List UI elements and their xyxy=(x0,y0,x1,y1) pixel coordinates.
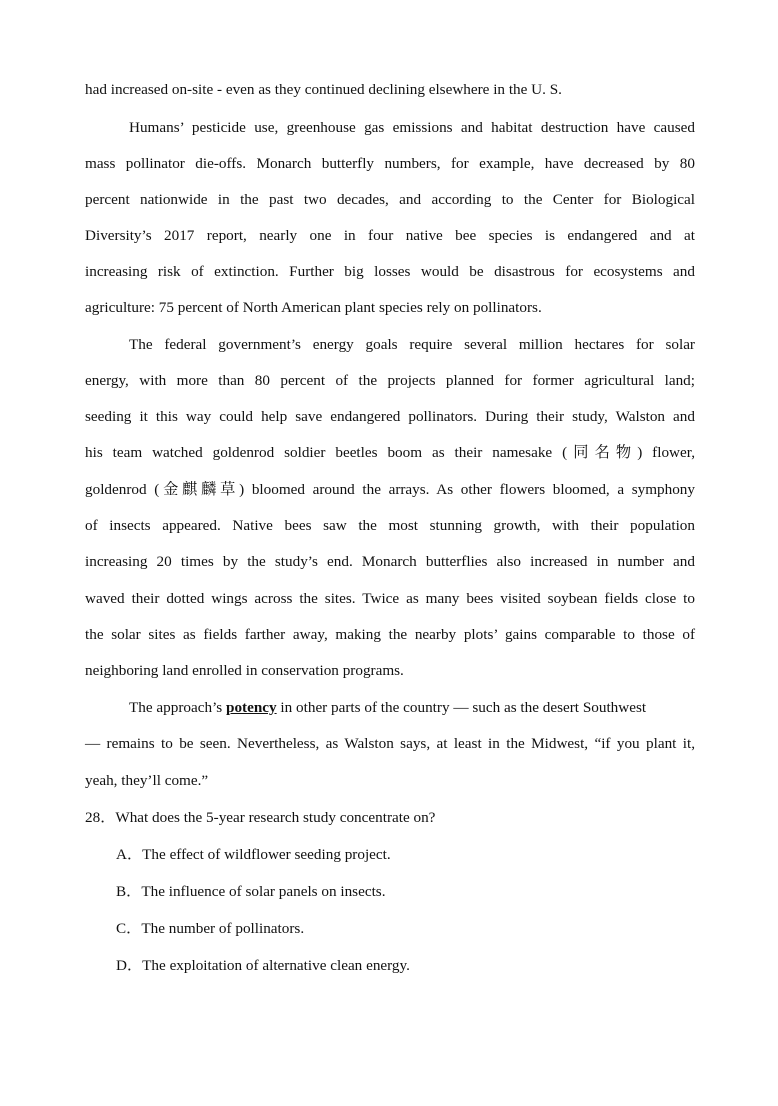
paragraph-start: The federal government’s energy goals require several million hectares for solar xyxy=(129,336,695,353)
passage-line: seeding it this way could help save endangered pollinators. During their study, Walston and xyxy=(85,408,695,425)
underlined-word-potency: potency xyxy=(226,699,277,716)
paragraph-start xyxy=(129,698,695,718)
passage-text: in other parts of the country — such as the desert Southwest xyxy=(276,699,647,716)
passage-line: of insects appeared. Native bees saw the most stunning growth, with their population xyxy=(85,517,695,534)
passage-line: energy, with more than 80 percent of the projects planned for former agricultural land; xyxy=(85,372,695,389)
passage-line: increasing 20 times by the study’s end. Monarch butterflies also increased in number and xyxy=(85,553,695,570)
option-a: A．The effect of wildflower seeding project. xyxy=(116,846,391,863)
passage-line: agriculture: 75 percent of North American plant species rely on pollinators. xyxy=(85,299,542,316)
question-stem: 28．What does the 5-year research study concentrate on? xyxy=(85,809,436,826)
passage-line: percent nationwide in the past two decades, and according to the Center for Biological xyxy=(85,191,695,208)
passage-line: neighboring land enrolled in conservation programs. xyxy=(85,662,404,679)
passage-line: mass pollinator die-offs. Monarch butterfly numbers, for example, have decreased by 80 xyxy=(85,155,695,172)
passage-line: had increased on-site - even as they continued declining elsewhere in the U. S. xyxy=(85,81,562,98)
passage-text: The approach’s xyxy=(129,699,226,716)
passage-line: goldenrod (金麒麟草) bloomed around the arrays. As other flowers bloomed, a symphony xyxy=(85,481,695,498)
passage-line: waved their dotted wings across the sites. Twice as many bees visited soybean fields close to xyxy=(85,590,695,607)
passage-line: the solar sites as fields farther away, making the nearby plots’ gains comparable to those of xyxy=(85,626,695,643)
option-d: D．The exploitation of alternative clean energy. xyxy=(116,957,410,974)
passage-line: yeah, they’ll come.” xyxy=(85,772,209,789)
passage-line: — remains to be seen. Nevertheless, as Walston says, at least in the Midwest, “if you plant it, xyxy=(85,735,695,752)
option-c: C．The number of pollinators. xyxy=(116,920,305,937)
passage-line: increasing risk of extinction. Further big losses would be disastrous for ecosystems and xyxy=(85,263,695,280)
option-b: B．The influence of solar panels on insects. xyxy=(116,883,386,900)
passage-line: Diversity’s 2017 report, nearly one in four native bee species is endangered and at xyxy=(85,227,695,244)
passage-line: his team watched goldenrod soldier beetles boom as their namesake (同名物) flower, xyxy=(85,444,695,461)
paragraph-start: Humans’ pesticide use, greenhouse gas emissions and habitat destruction have caused xyxy=(129,119,695,136)
